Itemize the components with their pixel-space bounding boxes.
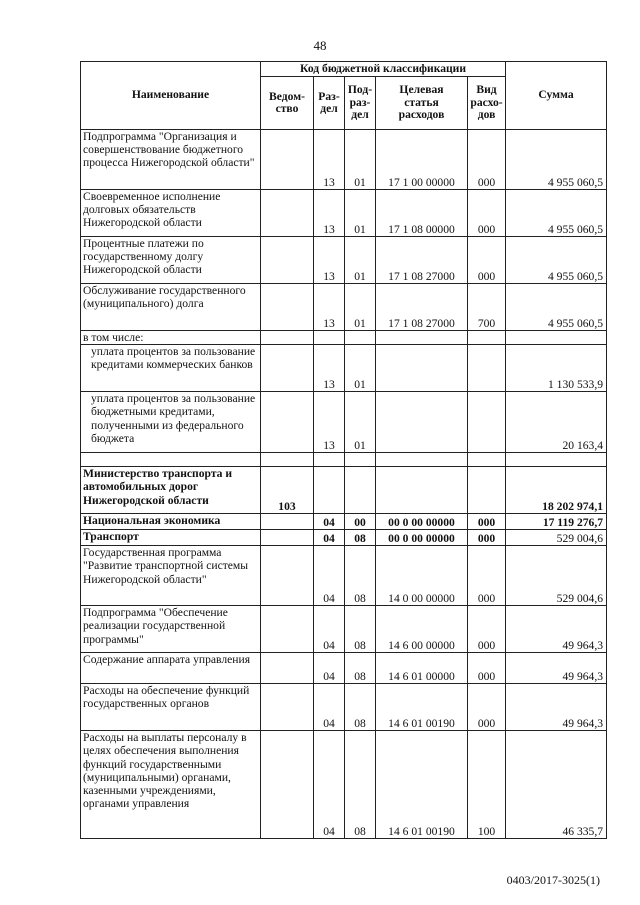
row-name: Подпрограмма "Организация и совершенствование бюджетного процесса Нижегородской области" xyxy=(81,130,261,190)
table-row xyxy=(81,653,607,684)
row-tselevaya-statya xyxy=(376,331,468,345)
row-name: Расходы на выплаты персоналу в целях обеспечения выполнения функций государственными (муниципальными) органами, казенными учреждениями, органами управления xyxy=(81,731,261,839)
row-summa xyxy=(506,453,607,467)
row-summa: 529 004,6 xyxy=(506,530,607,546)
row-vedomstvo xyxy=(261,237,314,284)
row-vedomstvo xyxy=(261,453,314,467)
row-vid-raskhodov: 000 xyxy=(468,684,506,731)
table-row xyxy=(81,345,607,392)
row-vid-raskhodov xyxy=(468,345,506,392)
row-summa: 49 964,3 xyxy=(506,653,607,684)
table-row xyxy=(81,684,607,731)
row-razdel xyxy=(314,453,345,467)
row-vid-raskhodov: 700 xyxy=(468,284,506,331)
row-tselevaya-statya: 17 1 08 27000 xyxy=(376,237,468,284)
row-podrazdel: 08 xyxy=(345,731,376,839)
row-vedomstvo xyxy=(261,392,314,453)
row-razdel xyxy=(314,331,345,345)
row-vid-raskhodov: 000 xyxy=(468,237,506,284)
row-vedomstvo: 103 xyxy=(261,467,314,514)
header-summa: Сумма xyxy=(506,62,607,130)
row-razdel: 13 xyxy=(314,392,345,453)
header-vedomstvo: Ведом- ство xyxy=(261,77,314,130)
row-razdel: 04 xyxy=(314,731,345,839)
row-podrazdel xyxy=(345,467,376,514)
row-podrazdel: 01 xyxy=(345,392,376,453)
row-tselevaya-statya xyxy=(376,345,468,392)
row-name: уплата процентов за пользование кредитами коммерческих банков xyxy=(81,345,261,392)
row-podrazdel: 00 xyxy=(345,514,376,530)
row-tselevaya-statya: 17 1 08 27000 xyxy=(376,284,468,331)
row-vid-raskhodov xyxy=(468,453,506,467)
row-podrazdel xyxy=(345,331,376,345)
row-name: Транспорт xyxy=(81,530,261,546)
row-tselevaya-statya xyxy=(376,392,468,453)
table-row xyxy=(81,331,607,345)
row-name: в том числе: xyxy=(81,331,261,345)
row-podrazdel xyxy=(345,453,376,467)
row-name: Государственная программа "Развитие транспортной системы Нижегородской области" xyxy=(81,546,261,606)
row-vedomstvo xyxy=(261,130,314,190)
row-vid-raskhodov: 000 xyxy=(468,130,506,190)
table-row xyxy=(81,130,607,190)
row-vid-raskhodov: 000 xyxy=(468,530,506,546)
table-row xyxy=(81,453,607,467)
row-vid-raskhodov xyxy=(468,331,506,345)
row-name: уплата процентов за пользование бюджетными кредитами, полученными из федерального бюджета xyxy=(81,392,261,453)
table-row xyxy=(81,546,607,606)
row-tselevaya-statya xyxy=(376,467,468,514)
row-razdel: 13 xyxy=(314,190,345,237)
table-row xyxy=(81,514,607,530)
row-razdel: 04 xyxy=(314,514,345,530)
table-row xyxy=(81,731,607,839)
row-podrazdel: 08 xyxy=(345,606,376,653)
row-name xyxy=(81,453,261,467)
row-summa: 529 004,6 xyxy=(506,546,607,606)
row-podrazdel: 08 xyxy=(345,546,376,606)
budget-table-container xyxy=(80,61,607,839)
table-row xyxy=(81,606,607,653)
row-podrazdel: 01 xyxy=(345,284,376,331)
row-podrazdel: 01 xyxy=(345,345,376,392)
row-vedomstvo xyxy=(261,684,314,731)
header-vid-raskhodov: Вид расхо- дов xyxy=(468,77,506,130)
row-vedomstvo xyxy=(261,546,314,606)
header-name: Наименование xyxy=(81,62,261,130)
row-summa: 49 964,3 xyxy=(506,684,607,731)
row-vedomstvo xyxy=(261,606,314,653)
row-vid-raskhodov: 100 xyxy=(468,731,506,839)
row-tselevaya-statya xyxy=(376,453,468,467)
table-row xyxy=(81,530,607,546)
row-summa: 1 130 533,9 xyxy=(506,345,607,392)
row-vid-raskhodov xyxy=(468,467,506,514)
row-vedomstvo xyxy=(261,530,314,546)
row-summa: 18 202 974,1 xyxy=(506,467,607,514)
row-razdel: 13 xyxy=(314,237,345,284)
row-summa: 4 955 060,5 xyxy=(506,190,607,237)
table-row xyxy=(81,284,607,331)
row-razdel: 04 xyxy=(314,546,345,606)
header-tselevaya-statya: Целевая статья расходов xyxy=(376,77,468,130)
row-razdel: 04 xyxy=(314,684,345,731)
header-podrazdel: Под- раз- дел xyxy=(345,77,376,130)
row-vedomstvo xyxy=(261,284,314,331)
row-podrazdel: 01 xyxy=(345,130,376,190)
row-tselevaya-statya: 14 6 01 00190 xyxy=(376,731,468,839)
row-name: Процентные платежи по государственному долгу Нижегородской области xyxy=(81,237,261,284)
row-summa xyxy=(506,331,607,345)
row-tselevaya-statya: 17 1 08 00000 xyxy=(376,190,468,237)
table-row xyxy=(81,237,607,284)
row-tselevaya-statya: 14 6 01 00190 xyxy=(376,684,468,731)
row-name: Национальная экономика xyxy=(81,514,261,530)
row-summa: 4 955 060,5 xyxy=(506,130,607,190)
row-name: Своевременное исполнение долговых обязательств Нижегородской области xyxy=(81,190,261,237)
row-tselevaya-statya: 14 6 00 00000 xyxy=(376,606,468,653)
row-tselevaya-statya: 17 1 00 00000 xyxy=(376,130,468,190)
row-name: Подпрограмма "Обеспечение реализации государственной программы" xyxy=(81,606,261,653)
row-vedomstvo xyxy=(261,653,314,684)
row-tselevaya-statya: 14 6 01 00000 xyxy=(376,653,468,684)
row-razdel: 13 xyxy=(314,284,345,331)
row-podrazdel: 08 xyxy=(345,684,376,731)
row-tselevaya-statya: 00 0 00 00000 xyxy=(376,514,468,530)
row-summa: 17 119 276,7 xyxy=(506,514,607,530)
document-code: 0403/2017-3025(1) xyxy=(506,873,600,887)
table-row xyxy=(81,392,607,453)
page-number: 48 xyxy=(313,38,327,53)
row-razdel: 13 xyxy=(314,130,345,190)
row-podrazdel: 01 xyxy=(345,237,376,284)
row-razdel: 04 xyxy=(314,606,345,653)
row-summa: 4 955 060,5 xyxy=(506,237,607,284)
row-podrazdel: 08 xyxy=(345,530,376,546)
row-vid-raskhodov: 000 xyxy=(468,190,506,237)
row-razdel: 04 xyxy=(314,653,345,684)
row-vedomstvo xyxy=(261,345,314,392)
row-razdel: 13 xyxy=(314,345,345,392)
row-vid-raskhodov: 000 xyxy=(468,606,506,653)
row-razdel xyxy=(314,467,345,514)
row-razdel: 04 xyxy=(314,530,345,546)
row-vedomstvo xyxy=(261,331,314,345)
row-vid-raskhodov: 000 xyxy=(468,546,506,606)
row-tselevaya-statya: 14 0 00 00000 xyxy=(376,546,468,606)
row-vedomstvo xyxy=(261,190,314,237)
row-summa: 20 163,4 xyxy=(506,392,607,453)
row-name: Министерство транспорта и автомобильных дорог Нижегородской области xyxy=(81,467,261,514)
row-name: Содержание аппарата управления xyxy=(81,653,261,684)
table-row xyxy=(81,190,607,237)
row-tselevaya-statya: 00 0 00 00000 xyxy=(376,530,468,546)
row-podrazdel: 08 xyxy=(345,653,376,684)
row-summa: 46 335,7 xyxy=(506,731,607,839)
row-summa: 49 964,3 xyxy=(506,606,607,653)
row-name: Обслуживание государственного (муниципального) долга xyxy=(81,284,261,331)
row-vid-raskhodov xyxy=(468,392,506,453)
header-razdel: Раз- дел xyxy=(314,77,345,130)
table-row xyxy=(81,467,607,514)
row-vedomstvo xyxy=(261,514,314,530)
row-vid-raskhodov: 000 xyxy=(468,653,506,684)
budget-table xyxy=(80,61,607,839)
row-summa: 4 955 060,5 xyxy=(506,284,607,331)
row-podrazdel: 01 xyxy=(345,190,376,237)
header-classification-group: Код бюджетной классификации xyxy=(261,62,506,77)
row-vedomstvo xyxy=(261,731,314,839)
row-name: Расходы на обеспечение функций государственных органов xyxy=(81,684,261,731)
row-vid-raskhodov: 000 xyxy=(468,514,506,530)
